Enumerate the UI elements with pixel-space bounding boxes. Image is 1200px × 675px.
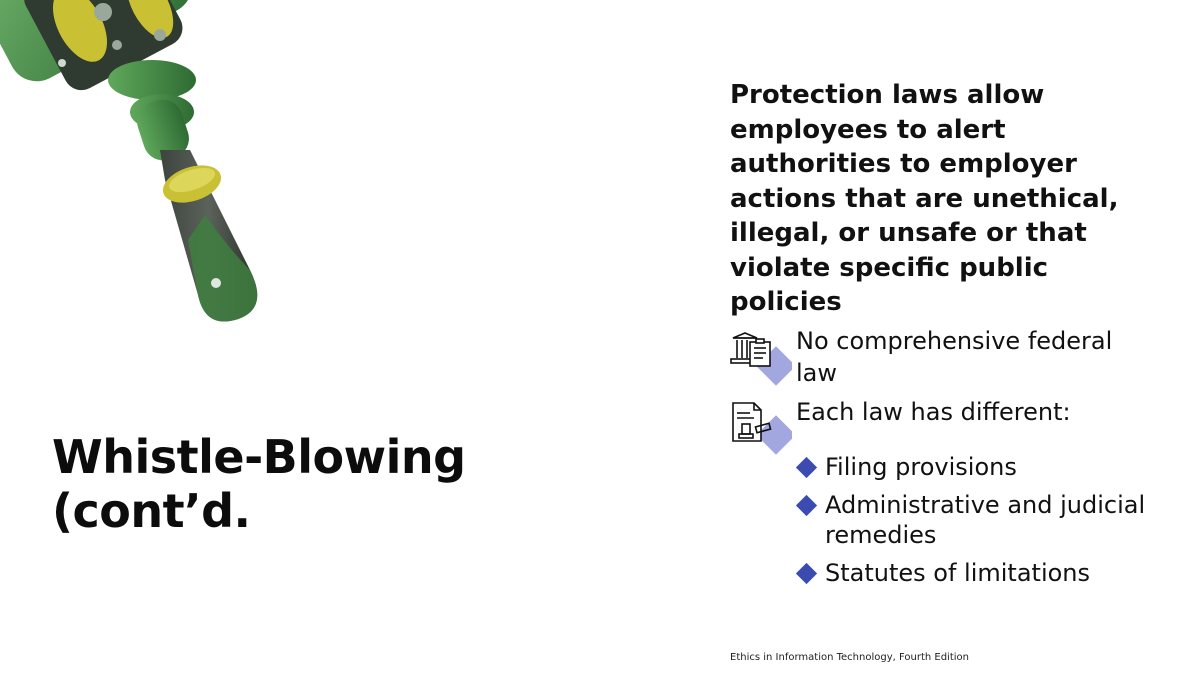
- legal-document-gavel-icon: [730, 401, 792, 459]
- sub-bullet-item: [796, 490, 1196, 550]
- bullet-text: No comprehensive federal law: [796, 327, 1113, 387]
- sub-bullet-text: Filing provisions: [825, 453, 1017, 481]
- footer-text: Ethics in Information Technology, Fourth Edition: [730, 652, 969, 663]
- bullet-item: [730, 327, 1170, 392]
- sub-bullet-text: Administrative and judicial remedies: [825, 491, 1146, 549]
- bullet-text: Each law has different:: [796, 398, 1071, 426]
- sub-bullet-item: [796, 452, 1196, 482]
- slide-title: Whistle-Blowing (cont’d.: [52, 430, 466, 538]
- green-gavel-icon: [0, 0, 290, 330]
- courthouse-document-icon: [730, 330, 792, 388]
- sub-bullet-text: Statutes of limitations: [825, 559, 1091, 587]
- diamond-bullet-icon: [796, 457, 817, 478]
- sub-bullet-item: [796, 558, 1196, 588]
- lead-paragraph: Protection laws allow employees to alert authorities to employer actions that are unethical, illegal, or unsafe or that violate specific public policies: [730, 80, 1119, 317]
- sub-bullet-list: [796, 452, 1196, 596]
- diamond-bullet-icon: [796, 495, 817, 516]
- diamond-bullet-icon: [796, 563, 817, 584]
